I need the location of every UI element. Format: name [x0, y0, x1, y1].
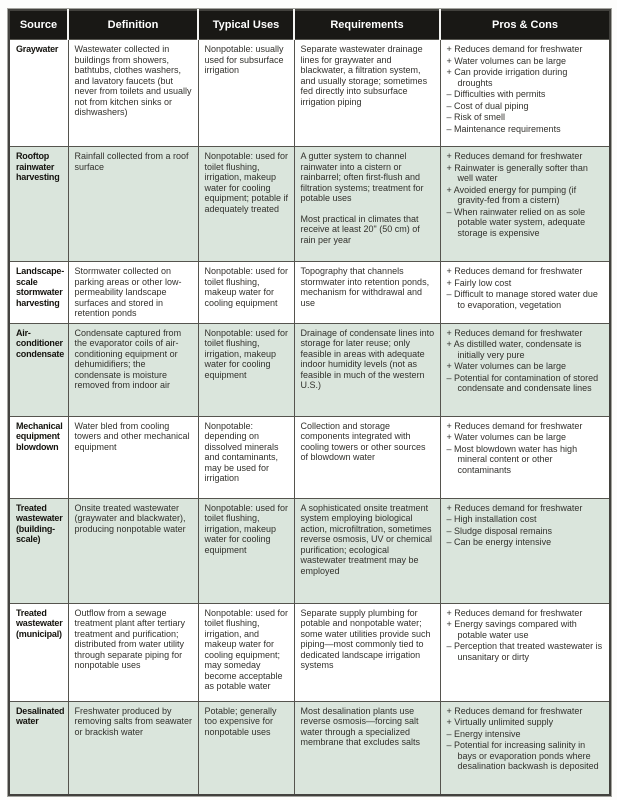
pros-cons-item: – Maintenance requirements	[446, 123, 561, 134]
pros-cons-item: + Reduces demand for freshwater	[446, 502, 583, 513]
requirements-cell	[294, 40, 440, 147]
pros-cons-item: + Reduces demand for freshwater	[446, 44, 583, 54]
definition-cell	[68, 323, 198, 416]
table-row	[9, 498, 610, 603]
requirements-paragraph: Collection and storage components integrated with cooling towers or other sources of blowdown water	[300, 420, 426, 463]
source-cell	[9, 701, 68, 795]
source-label: Desalinated water	[16, 705, 65, 727]
source-cell	[9, 498, 68, 603]
definition-cell	[68, 40, 198, 147]
requirements-cell	[294, 416, 440, 498]
definition-paragraph: Wastewater collected in buildings from showers, bathtubs, clothes washers, and lavatory faucets (but never from toilets and usually not from kitchen sinks or dishwashers)	[74, 44, 192, 118]
pros-cons-item: – Perception that treated wastewater is unsanitary or dirty	[446, 641, 603, 662]
requirements-cell	[294, 262, 440, 324]
pros-cons-item: + Avoided energy for pumping (if gravity-fed from a cistern)	[446, 184, 577, 206]
definition-paragraph: Freshwater produced by removing salts from seawater or brackish water	[74, 705, 193, 737]
typical-uses-cell	[198, 262, 294, 324]
pros-cons-item: – Most blowdown water has high mineral content or other contaminants	[446, 443, 578, 475]
source-label: Air-conditioner condensate	[16, 327, 65, 359]
definition-cell	[68, 147, 198, 262]
requirements-cell	[294, 323, 440, 416]
definition-cell	[68, 701, 198, 795]
requirements-cell	[294, 147, 440, 262]
requirements-cell	[294, 603, 440, 701]
source-label: Landscape-scale stormwater harvesting	[16, 266, 65, 308]
pros-cons-cell	[440, 701, 610, 795]
pros-cons-item: + Reduces demand for freshwater	[446, 607, 583, 618]
pros-cons-cell	[440, 416, 610, 498]
pros-cons-item: – Can be energy intensive	[446, 537, 552, 548]
header-source: Source	[9, 10, 68, 40]
table-row	[9, 701, 610, 795]
definition-paragraph: Rainfall collected from a roof surface	[74, 151, 189, 172]
requirements-paragraph: Most practical in climates that receive at least 20" (50 cm) of rain per year	[300, 213, 420, 245]
typical-uses-cell	[198, 701, 294, 795]
pros-cons-item: + Reduces demand for freshwater	[446, 327, 583, 338]
pros-cons-item: + Fairly low cost	[446, 277, 512, 288]
table-row	[9, 147, 610, 262]
requirements-cell	[294, 701, 440, 795]
pros-cons-item: + Reduces demand for freshwater	[446, 705, 583, 716]
table-row	[9, 262, 610, 324]
typical-uses-paragraph: Nonpotable: usually used for subsurface irrigation	[204, 44, 284, 76]
pros-cons-item: + Can provide irrigation during droughts	[446, 67, 568, 88]
definition-paragraph: Condensate captured from the evaporator coils of air-conditioning equipment or dehumidifiers; the condensate is moisture removed from indoor air	[74, 327, 182, 391]
pros-cons-item: + Virtually unlimited supply	[446, 717, 554, 728]
pros-cons-item: – Potential for contamination of stored condensate and condensate lines	[446, 372, 599, 394]
definition-paragraph: Outflow from a sewage treatment plant after tertiary treatment and purification; distributed from water utility through separate piping for nonpotable uses	[74, 607, 186, 671]
typical-uses-paragraph: Nonpotable: used for toilet flushing, irrigation, makeup water for cooling equipment	[204, 327, 289, 380]
pros-cons-item: + Water volumes can be large	[446, 361, 566, 372]
pros-cons-item: – Energy intensive	[446, 728, 521, 739]
source-cell	[9, 147, 68, 262]
table-header	[9, 10, 610, 40]
pros-cons-cell	[440, 498, 610, 603]
requirements-paragraph: Separate supply plumbing for potable and nonpotable water; some water utilities provide such piping—most commonly tied to dedicated landscape irrigation systems	[300, 607, 431, 671]
typical-uses-cell	[198, 416, 294, 498]
definition-paragraph: Water bled from cooling towers and other mechanical equipment	[74, 420, 190, 452]
source-cell	[9, 40, 68, 147]
pros-cons-item: – Risk of smell	[446, 112, 506, 123]
requirements-paragraph: Drainage of condensate lines into storage for later reuse; only feasible in areas with adequate indoor humidity levels (not as feasible in much of the western U.S.)	[300, 327, 435, 391]
typical-uses-paragraph: Nonpotable: used for toilet flushing, irrigation, makeup water for cooling equipment; potable if adequately treated	[204, 151, 289, 214]
source-cell	[9, 323, 68, 416]
requirements-paragraph: Separate wastewater drainage lines for graywater and blackwater, a filtration system, and usually storage; sometimes fed directly into subsurface irrigation piping	[300, 44, 428, 107]
typical-uses-cell	[198, 147, 294, 262]
source-label: Treated wastewater (municipal)	[16, 607, 63, 639]
pros-cons-item: + Reduces demand for freshwater	[446, 266, 583, 276]
header-requirements: Requirements	[294, 10, 440, 40]
pros-cons-cell	[440, 147, 610, 262]
requirements-paragraph: Topography that channels stormwater into retention ponds, mechanism for withdrawal and use	[300, 266, 430, 308]
header-definition: Definition	[68, 10, 198, 40]
pros-cons-item: + As distilled water, condensate is initially very pure	[446, 339, 582, 360]
definition-cell	[68, 603, 198, 701]
definition-paragraph: Stormwater collected on parking areas or other low-permeability landscape surfaces and stored in retention ponds	[74, 266, 182, 319]
source-cell	[9, 416, 68, 498]
source-label: Graywater	[16, 44, 59, 54]
definition-paragraph: Onsite treated wastewater (graywater and blackwater), producing nonpotable water	[74, 502, 186, 534]
pros-cons-item: – Difficult to manage stored water due to evaporation, vegetation	[446, 289, 598, 310]
table-row	[9, 416, 610, 498]
pros-cons-item: + Water volumes can be large	[446, 55, 566, 66]
definition-cell	[68, 416, 198, 498]
pros-cons-cell	[440, 40, 610, 147]
requirements-paragraph: Most desalination plants use reverse osmosis—forcing salt water through a specialized membrane that excludes salts	[300, 705, 421, 748]
header-row	[9, 10, 610, 40]
pros-cons-cell	[440, 603, 610, 701]
table-body	[9, 40, 610, 796]
definition-cell	[68, 498, 198, 603]
typical-uses-paragraph: Nonpotable: used for toilet flushing, irrigation, makeup water for cooling equipment	[204, 502, 289, 555]
definition-cell	[68, 262, 198, 324]
pros-cons-item: – High installation cost	[446, 514, 537, 525]
pros-cons-item: + Reduces demand for freshwater	[446, 420, 583, 431]
typical-uses-paragraph: Nonpotable: used for toilet flushing, makeup water for cooling equipment	[204, 266, 289, 308]
requirements-cell	[294, 498, 440, 603]
header-typical-uses: Typical Uses	[198, 10, 294, 40]
water-sources-table	[8, 9, 611, 796]
requirements-paragraph: A sophisticated onsite treatment system employing biological action, microfiltration, sometimes reverse osmosis, UV or chemical purification; ecological wastewater treatment may be employed	[300, 502, 433, 576]
pros-cons-item: – When rainwater relied on as sole potable water system, adequate storage is expensive	[446, 206, 586, 238]
pros-cons-item: + Water volumes can be large	[446, 432, 566, 443]
pros-cons-item: – Difficulties with permits	[446, 89, 546, 100]
table-row	[9, 603, 610, 701]
requirements-paragraph: A gutter system to channel rainwater into a cistern or rainbarrel; often first-flush and filtration systems; treatment for potable uses	[300, 151, 424, 204]
pros-cons-item: + Energy savings compared with potable water use	[446, 619, 577, 640]
source-cell	[9, 603, 68, 701]
source-label: Rooftop rainwater harvesting	[16, 151, 60, 183]
pros-cons-item: – Sludge disposal remains	[446, 525, 553, 536]
typical-uses-cell	[198, 40, 294, 147]
source-cell	[9, 262, 68, 324]
typical-uses-cell	[198, 498, 294, 603]
pros-cons-item: + Rainwater is generally softer than well water	[446, 162, 588, 184]
pros-cons-cell	[440, 262, 610, 324]
table-row	[9, 40, 610, 147]
header-pros-cons: Pros & Cons	[440, 10, 610, 40]
source-label: Treated wastewater (building-scale)	[16, 502, 63, 545]
source-label: Mechanical equipment blowdown	[16, 420, 63, 452]
table-row	[9, 323, 610, 416]
typical-uses-paragraph: Nonpotable: used for toilet flushing, irrigation, and makeup water for cooling equipment; may someday become acceptable as potable water	[204, 607, 289, 692]
typical-uses-paragraph: Nonpotable: depending on dissolved minerals and contaminants, may be used for irrigation	[204, 420, 279, 484]
pros-cons-cell	[440, 323, 610, 416]
typical-uses-paragraph: Potable; generally too expensive for nonpotable uses	[204, 705, 277, 737]
typical-uses-cell	[198, 323, 294, 416]
pros-cons-item: + Reduces demand for freshwater	[446, 151, 583, 161]
typical-uses-cell	[198, 603, 294, 701]
pros-cons-item: – Potential for increasing salinity in bays or evaporation ponds where desalination backwash is deposited	[446, 740, 599, 772]
pros-cons-item: – Cost of dual piping	[446, 100, 529, 111]
